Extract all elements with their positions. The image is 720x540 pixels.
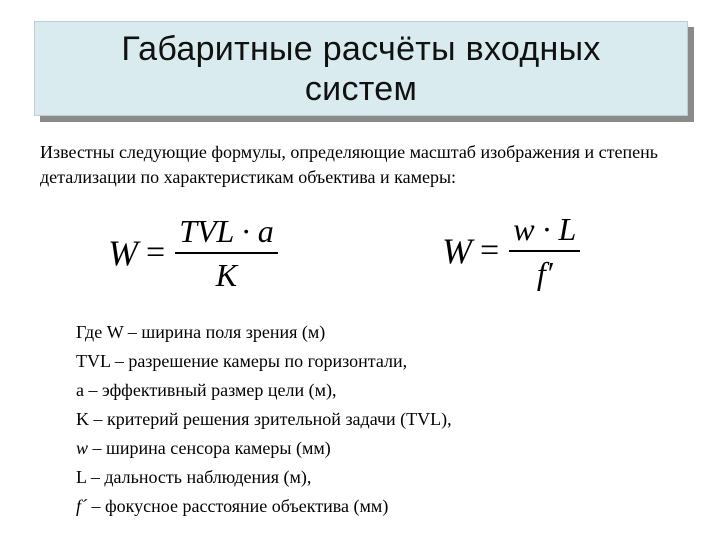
definition-criterion: K – критерий решения зрительной задачи (TVL), [76, 409, 452, 429]
formula-2-denominator: f′ [536, 255, 553, 291]
formula-2-fraction [509, 210, 580, 292]
definition-tvl: TVL – разрешение камеры по горизонтали, [76, 351, 408, 371]
formula-2-fraction-bar [509, 250, 580, 252]
slide-title [34, 21, 688, 116]
formula-1-fraction [175, 212, 278, 294]
slide-title-line-2: систем [304, 69, 418, 108]
formula-1-denominator: K [215, 257, 238, 293]
formula-optics [442, 210, 580, 292]
symbol-w: w [76, 438, 89, 458]
definition-target-size: a – эффективный размер цели (м), [76, 380, 337, 400]
formula-2-equals: = [480, 232, 500, 269]
definitions-list [76, 318, 696, 521]
definition-field-width: Где W – ширина поля зрения (м) [76, 322, 326, 342]
formula-1-numerator: TVL · a [179, 213, 274, 249]
formula-2-lhs: W [442, 231, 472, 271]
slide-title-line-1: Габаритные расчёты входных [121, 29, 601, 68]
definition-sensor-width [76, 434, 696, 463]
intro-text: Известны следующие формулы, определяющие масштаб изображения и степень детализации по характеристикам объектива и камеры: [40, 142, 658, 187]
definition-focal-length [76, 492, 696, 521]
formula-2-numerator: w · L [513, 211, 577, 247]
definition-sensor-width-text: – ширина сенсора камеры (мм) [88, 438, 331, 458]
definition-focal-length-text: – фокусное расстояние объектива (мм) [87, 496, 389, 516]
formula-1-equals: = [146, 234, 166, 271]
formula-1-fraction-bar [175, 252, 278, 254]
definition-distance: L – дальность наблюдения (м), [76, 467, 312, 487]
formula-1-lhs: W [108, 233, 138, 273]
symbol-f: f´ [76, 496, 87, 516]
formula-resolution [108, 212, 278, 294]
